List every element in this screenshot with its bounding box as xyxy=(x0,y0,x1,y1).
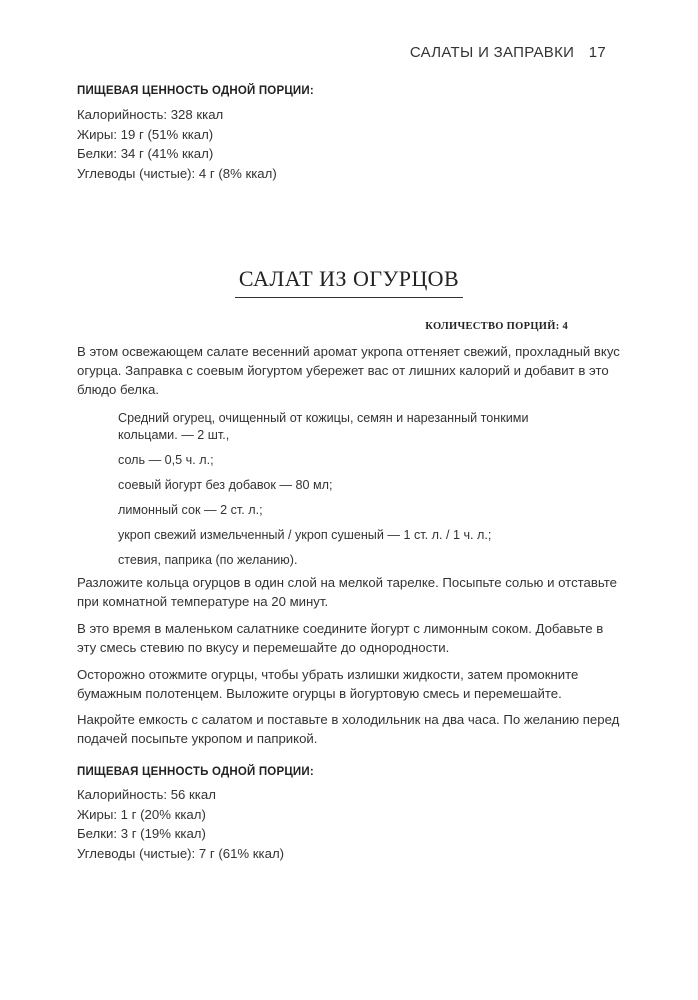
nutrition-heading-bottom: ПИЩЕВАЯ ЦЕННОСТЬ ОДНОЙ ПОРЦИИ: xyxy=(77,766,314,778)
nutrition-calories: Калорийность: 328 ккал xyxy=(77,107,224,122)
nutrition-protein: Белки: 3 г (19% ккал) xyxy=(77,826,206,841)
ingredient-item: стевия, паприка (по желанию). xyxy=(118,553,298,567)
step-paragraph: В это время в маленьком салатнике соедините йогурт с лимонным соком. Добавьте в эту смесь стевию по вкусу и перемешайте до однородности. xyxy=(77,621,604,655)
section-title: САЛАТЫ И ЗАПРАВКИ xyxy=(409,44,575,61)
nutrition-fat: Жиры: 1 г (20% ккал) xyxy=(77,806,206,822)
recipe-title xyxy=(0,266,698,298)
ingredient-item: соевый йогурт без добавок — 80 мл; xyxy=(118,478,333,492)
ingredient-item: соль — 0,5 ч. л.; xyxy=(118,453,214,467)
step-paragraph: Осторожно отожмите огурцы, чтобы убрать излишки жидкости, затем промокните бумажным полотенцем. Выложите огурцы в йогуртовую смесь и перемешайте. xyxy=(77,667,579,701)
nutrition-list-top xyxy=(77,105,277,183)
page-number: 17 xyxy=(588,44,606,61)
ingredient-item: Средний огурец, очищенный от кожицы, семян и нарезанный тонкими кольцами. — 2 шт., xyxy=(118,411,529,442)
ingredients-list xyxy=(118,410,558,577)
nutrition-list-bottom xyxy=(77,785,284,863)
recipe-intro: В этом освежающем салате весенний аромат укропа оттеняет свежий, прохладный вкус огурца. Заправка с соевым йогуртом убережет вас от лишних калорий и добавит в это блюдо белка. xyxy=(77,344,620,397)
step-paragraph: Накройте емкость с салатом и поставьте в холодильник на два часа. По желанию перед подачей посыпьте укропом и паприкой. xyxy=(77,712,620,746)
ingredient-item: лимонный сок — 2 ст. л.; xyxy=(118,503,263,517)
nutrition-protein: Белки: 34 г (41% ккал) xyxy=(77,146,214,161)
ingredient-item: укроп свежий измельченный / укроп сушеный — 1 ст. л. / 1 ч. л.; xyxy=(118,528,492,542)
servings: КОЛИЧЕСТВО ПОРЦИЙ: 4 xyxy=(425,321,568,332)
recipe-title-text: САЛАТ ИЗ ОГУРЦОВ xyxy=(235,266,463,298)
running-header xyxy=(410,44,606,61)
nutrition-carbs: Углеводы (чистые): 7 г (61% ккал) xyxy=(77,845,285,861)
step-paragraph: Разложите кольца огурцов в один слой на мелкой тарелке. Посыпьте солью и отставьте при комнатной температуре на 20 минут. xyxy=(77,575,617,609)
nutrition-fat: Жиры: 19 г (51% ккал) xyxy=(77,126,214,142)
nutrition-heading-top: ПИЩЕВАЯ ЦЕННОСТЬ ОДНОЙ ПОРЦИИ: xyxy=(77,85,314,97)
nutrition-carbs: Углеводы (чистые): 4 г (8% ккал) xyxy=(77,165,277,181)
nutrition-calories: Калорийность: 56 ккал xyxy=(77,787,216,802)
